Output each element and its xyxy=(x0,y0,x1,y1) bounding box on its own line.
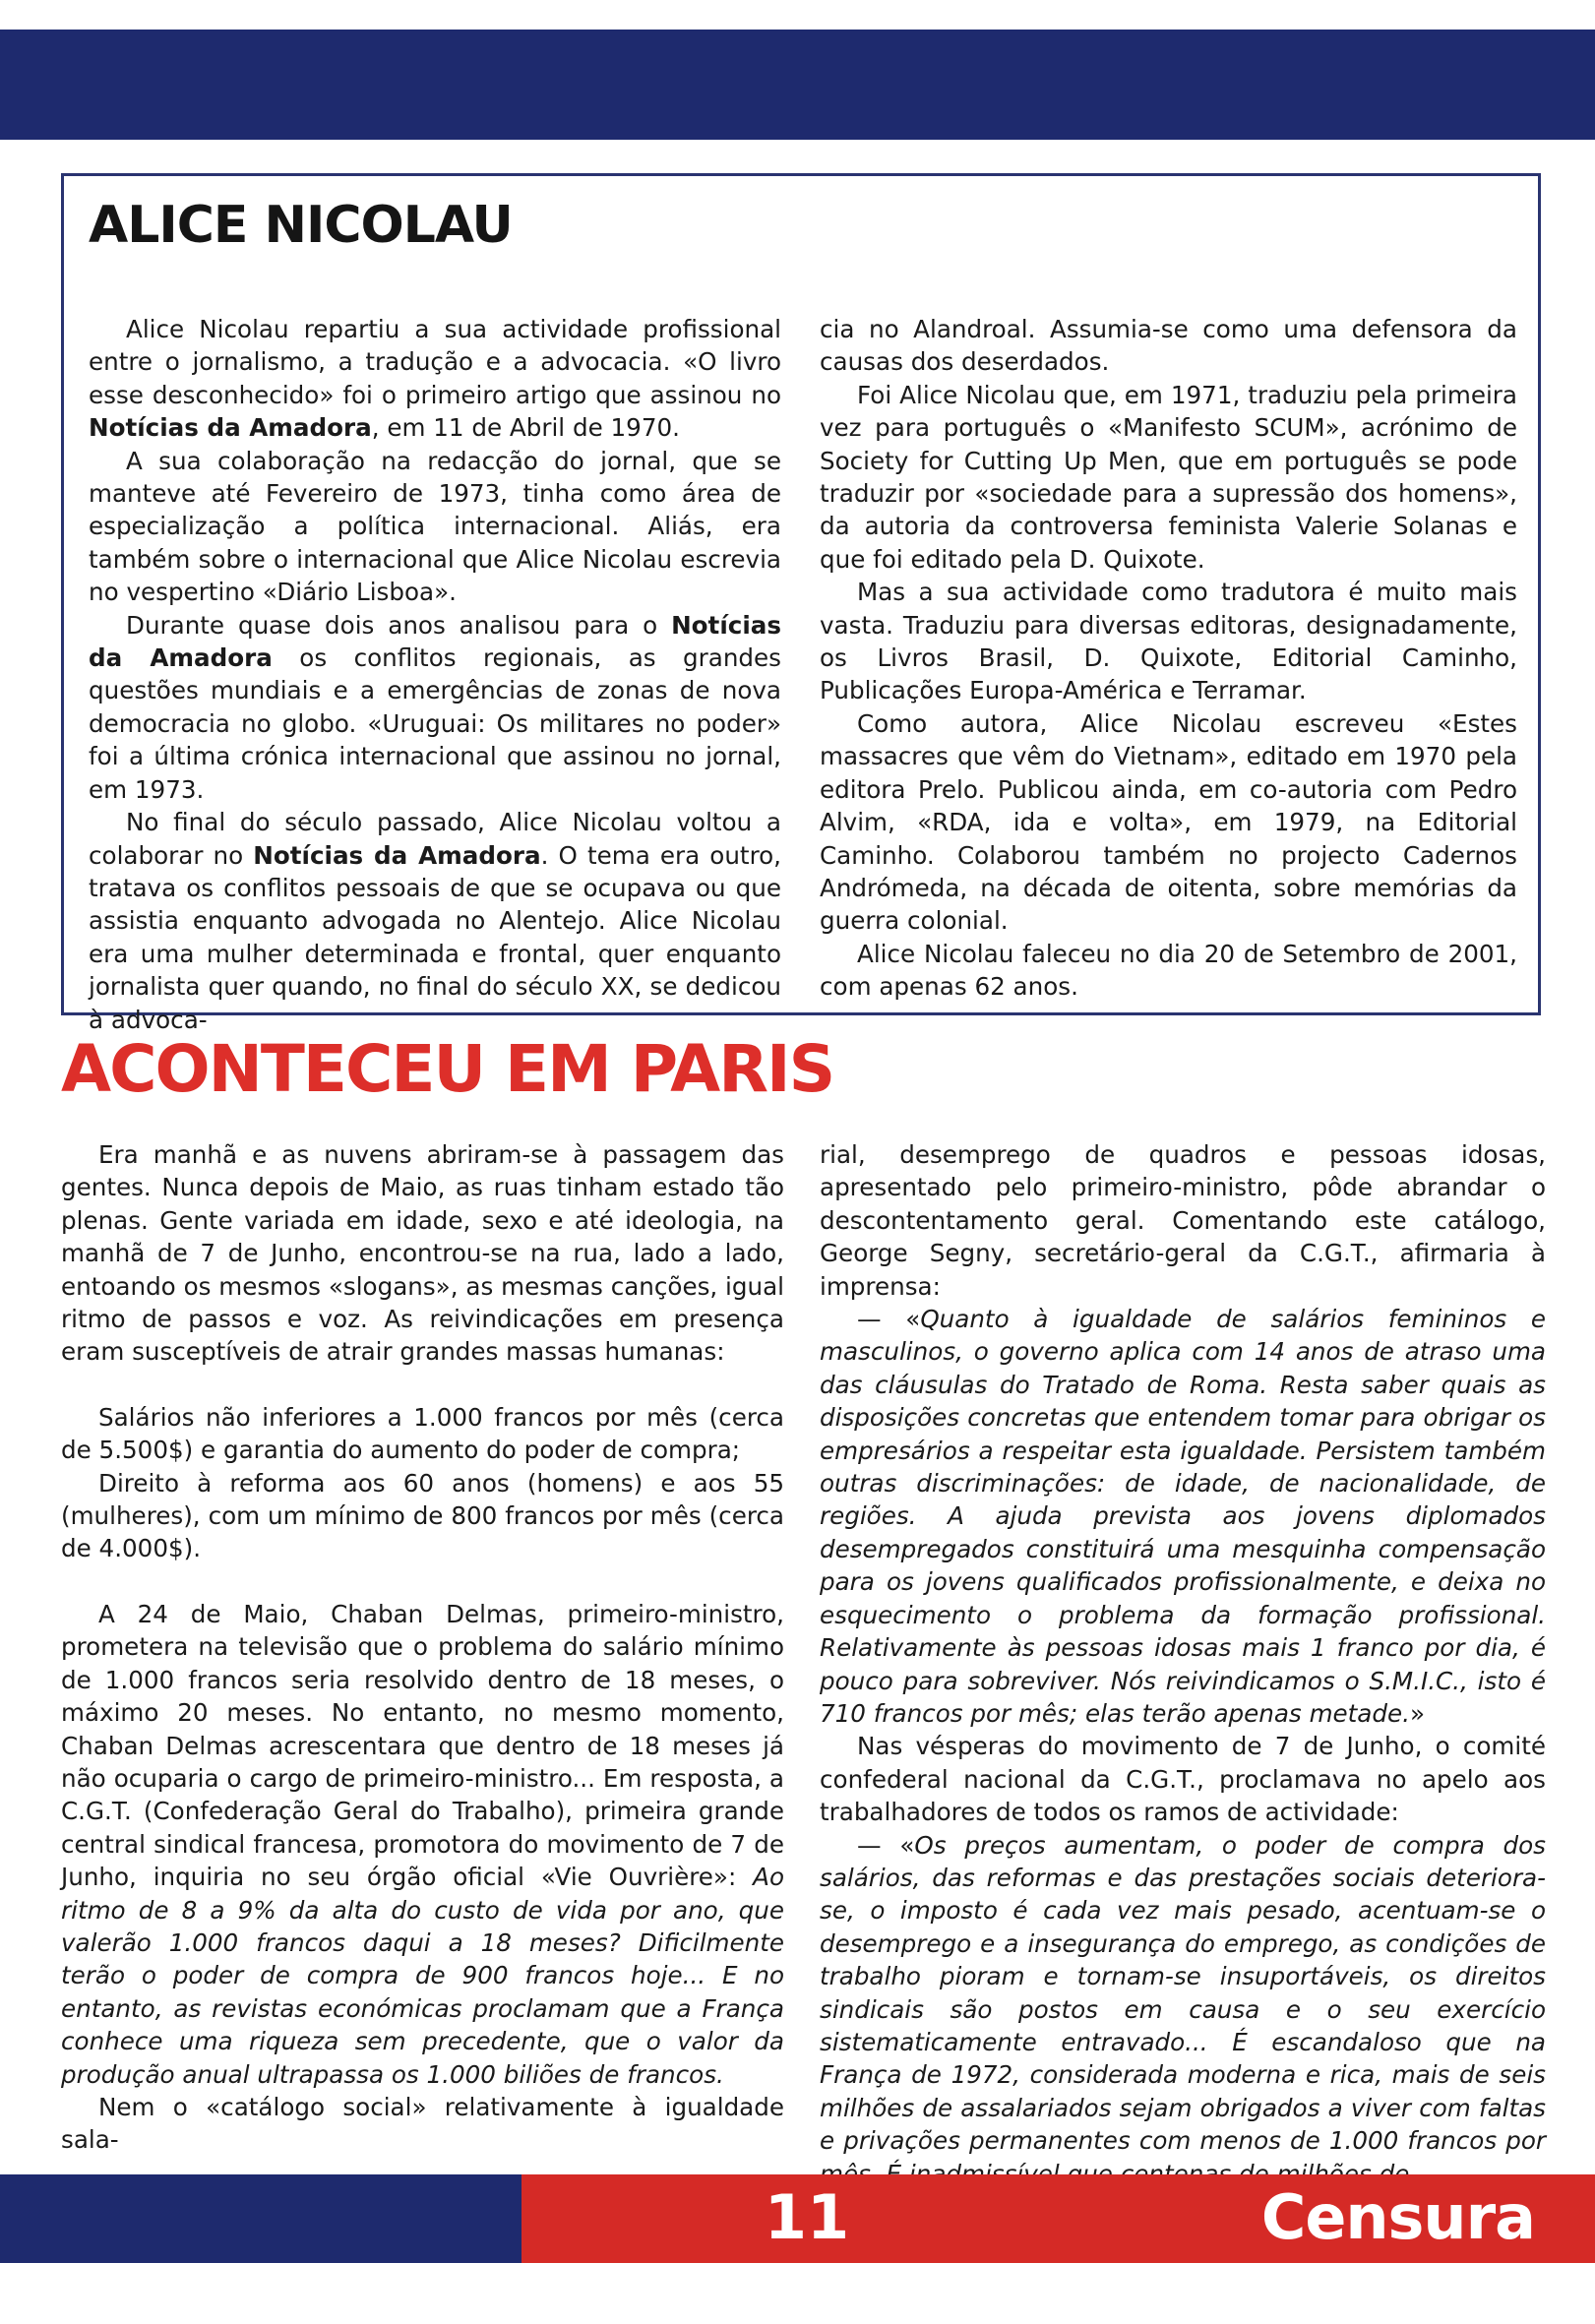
paragraph: No final do século passado, Alice Nicolau voltou a colaborar no Notícias da Amadora. O tema era outro, tratava os conflitos pessoais de que se ocupava ou que assistia enquanto advogada no Alentejo. Alice Nicolau era uma mulher determinada e frontal, quer enquanto jornalista quer quando, no final do século XX, se dedicou à advoca- xyxy=(89,808,782,1034)
paragraph: Salários não inferiores a 1.000 francos por mês (cerca de 5.500$) e garantia do aumento do poder de compra; xyxy=(61,1402,784,1465)
paragraph: rial, desemprego de quadros e pessoas idosas, apresentado pelo primeiro-ministro, pôde abrandar o descontentamento geral. Comentando este catálogo, George Segny, secretário-geral da C.G.T., afirmaria à imprensa: xyxy=(820,1140,1546,1301)
quoted-text: Os preços aumentam, o poder de compra dos salários, das reformas e das prestações sociais deteriora-se, o imposto é cada vez mais pesado, acentuam-se o desemprego e a insegurança do emprego, as condições de trabalho pioram e tornam-se insuportáveis, os direitos sindicais são postos em causa e o seu exercício sistematicamente entravado... É escandaloso que na França de 1972, considerada moderna e rica, mais de seis milhões de assalariados sejam obrigados a viver com faltas e privações permanentes com menos de 1.000 francos por xyxy=(820,1830,1546,2156)
paragraph: — «Quanto à igualdade de salários femininos e masculinos, o governo aplica com 14 anos de atraso uma das cláusulas do Tratado de Roma. Resta saber quais as disposições concretas que entendem tomar para obrigar os empresários a respeitar esta igualdade. Persistem também outras discriminações: de idade, de nacionalidade, de regiões. A ajuda prevista aos jovens diplomados desempregados constituirá uma mesquinha compensação para os jovens qualificados profissionalmente, e deixa no esquecimento o problema da formação profissional. Relativamente às pessoas idosas mais 1 franco por dia, é pouco para sobreviver. Nós reivindicamos o S.M.I.C., isto é 710 francos por mês; elas terão apenas metade.» xyxy=(820,1305,1546,1728)
paragraph: cia no Alandroal. Assumia-se como uma defensora da causas dos deserdados. xyxy=(820,315,1517,377)
alice-nicolau-right-column xyxy=(820,313,1517,1004)
paris-left-column xyxy=(61,1138,784,2157)
paragraph: A 24 de Maio, Chaban Delmas, primeiro-ministro, prometera na televisão que o problema do salário mínimo de 1.000 francos seria resolvido dentro de 18 meses, o máximo 20 meses. No entanto, no mesmo momento, Chaban Delmas acrescentara que dentro de 18 meses já não ocuparia o cargo de primeiro-ministro... Em resposta, a C.G.T. (Confederação Geral do Trabalho), primeira grande central sindical francesa, promotora do movimento de 7 de Junho, inquiria no seu órgão oficial «Vie Ouvrière»: Ao ritmo de 8 a 9% da alta do custo de vida por ano, que valerão 1.000 francos daqui a 18 meses? Dificilmente terão o poder de compra de 900 francos hoje... E no entanto, as revistas económicas proclamam que a França conhece uma riqueza sem precedente, que o valor da produção anual ultrapassa os 1.000 biliões de francos. xyxy=(61,1599,784,2089)
newspaper-name: Notícias da Amadora xyxy=(89,610,781,673)
footer-blue-band xyxy=(0,2174,521,2263)
alice-nicolau-left-column xyxy=(89,313,781,1036)
magazine-name: Censura 16 xyxy=(1260,2181,1535,2324)
newspaper-name: Notícias da Amadora xyxy=(89,413,372,443)
paragraph: Direito à reforma aos 60 anos (homens) e aos 55 (mulheres), com um mínimo de 800 francos por mês (cerca de 4.000$). xyxy=(61,1468,784,1563)
quoted-text: Ao ritmo de 8 a 9% da alta do custo de vida por ano, que valerão 1.000 francos daqui a 18 meses? Dificilmente terão o poder de compra de 900 francos hoje... E no entanto, as revistas económicas proclamam que a França conhece uma riqueza sem precedente, que o valor da produção anual ultrapassa os 1.000 biliões de francos. xyxy=(61,1863,784,2089)
paragraph: Nas vésperas do movimento de 7 de Junho, o comité confederal nacional da C.G.T., proclamava no apelo aos trabalhadores de todos os ramos de actividade: xyxy=(820,1732,1546,1827)
paragraph: Foi Alice Nicolau que, em 1971, traduziu pela primeira vez para português o «Manifesto SCUM», acrónimo de Society for Cutting Up Men, que em português se pode traduzir por «sociedade para a supressão dos homens», da autoria da controversa feminista Valerie Solanas e que foi editado pela D. Quixote. xyxy=(820,380,1517,574)
paragraph: A sua colaboração na redacção do jornal, que se manteve até Fevereiro de 1973, tinha como área de especialização a política internacional. Aliás, era também sobre o internacional que Alice Nicolau escrevia no vespertino «Diário Lisboa». xyxy=(89,446,781,607)
quoted-text: Quanto à igualdade de salários femininos e masculinos, o governo aplica com 14 anos de atraso uma das cláusulas do Tratado de Roma. Resta saber quais as disposições concretas que entendem tomar para obrigar os empresários a respeitar esta igualdade. Persistem também outras discriminações: de idade, de nacionalidade, de regiões. A ajuda prevista aos jovens diplomados desempregados constituirá uma mesquinha compensação para os jovens qualificados profissionalmente, e deixa no esquecimento o problema da formação profissional. Relativamente às pessoas idosas mais 1 franco por dia, é pouco para sobreviver. Nós reivindicamos o S.M.I.C., isto é 710 francos por mês; elas terão apenas metade. xyxy=(820,1305,1546,1728)
page-number: 11 xyxy=(764,2181,850,2253)
paragraph: Nem o «catálogo social» relativamente à igualdade sala- xyxy=(61,2092,784,2155)
paragraph: Durante quase dois anos analisou para o Notícias da Amadora os conflitos regionais, as grandes questões mundiais e a emergências de zonas de nova democracia no globo. «Uruguai: Os militares no poder» foi a última crónica internacional que assinou no jornal, em 1973. xyxy=(89,610,781,804)
paragraph: Mas a sua actividade como tradutora é muito mais vasta. Traduziu para diversas editoras, designadamente, os Livros Brasil, D. Quixote, Editorial Caminho, Publicações Europa-América e Terramar. xyxy=(820,578,1517,705)
paragraph: Como autora, Alice Nicolau escreveu «Estes massacres que vêm do Vietnam», editado em 1970 pela editora Prelo. Publicou ainda, em co-autoria com Pedro Alvim, «RDA, ida e volta», em 1979, na Editorial Caminho. Colaborou também no projecto Cadernos Andrómeda, na década de oitenta, sobre memórias da guerra colonial. xyxy=(820,708,1517,936)
article-title-alice-nicolau: ALICE NICOLAU xyxy=(89,196,513,255)
paragraph: Alice Nicolau repartiu a sua actividade profissional entre o jornalismo, a tradução e a advocacia. «O livro esse desconhecido» foi o primeiro artigo que assinou no Notícias da Amadora, em 11 de Abril de 1970. xyxy=(89,315,781,443)
paris-right-column xyxy=(820,1138,1546,2190)
top-color-band xyxy=(0,30,1595,140)
paragraph: — «Os preços aumentam, o poder de compra dos salários, das reformas e das prestações sociais deteriora-se, o imposto é cada vez mais pesado, acentuam-se o desemprego e a insegurança do emprego, as condições de trabalho pioram e tornam-se insuportáveis, os direitos sindicais são postos em causa e o seu exercício sistematicamente entravado... É escandaloso que na França de 1972, considerada moderna e rica, mais de seis milhões de assalariados sejam obrigados a viver com faltas e privações permanentes com menos de 1.000 francos por xyxy=(820,1829,1546,2190)
paragraph: Alice Nicolau faleceu no dia 20 de Setembro de 2001, com apenas 62 anos. xyxy=(820,939,1517,1002)
newspaper-name: Notícias da Amadora xyxy=(253,840,541,870)
paragraph: Era manhã e as nuvens abriram-se à passagem das gentes. Nunca depois de Maio, as ruas tinham estado tão plenas. Gente variada em idade, sexo e até ideologia, na manhã de 7 de Junho, encontrou-se na rua, lado a lado, entoando os mesmos «slogans», as mesmas canções, igual ritmo de passos e voz. As reivindicações em presença eram susceptíveis de atrair grandes massas humanas: xyxy=(61,1140,784,1367)
article-title-aconteceu-em-paris: ACONTECEU EM PARIS xyxy=(61,1031,834,1107)
